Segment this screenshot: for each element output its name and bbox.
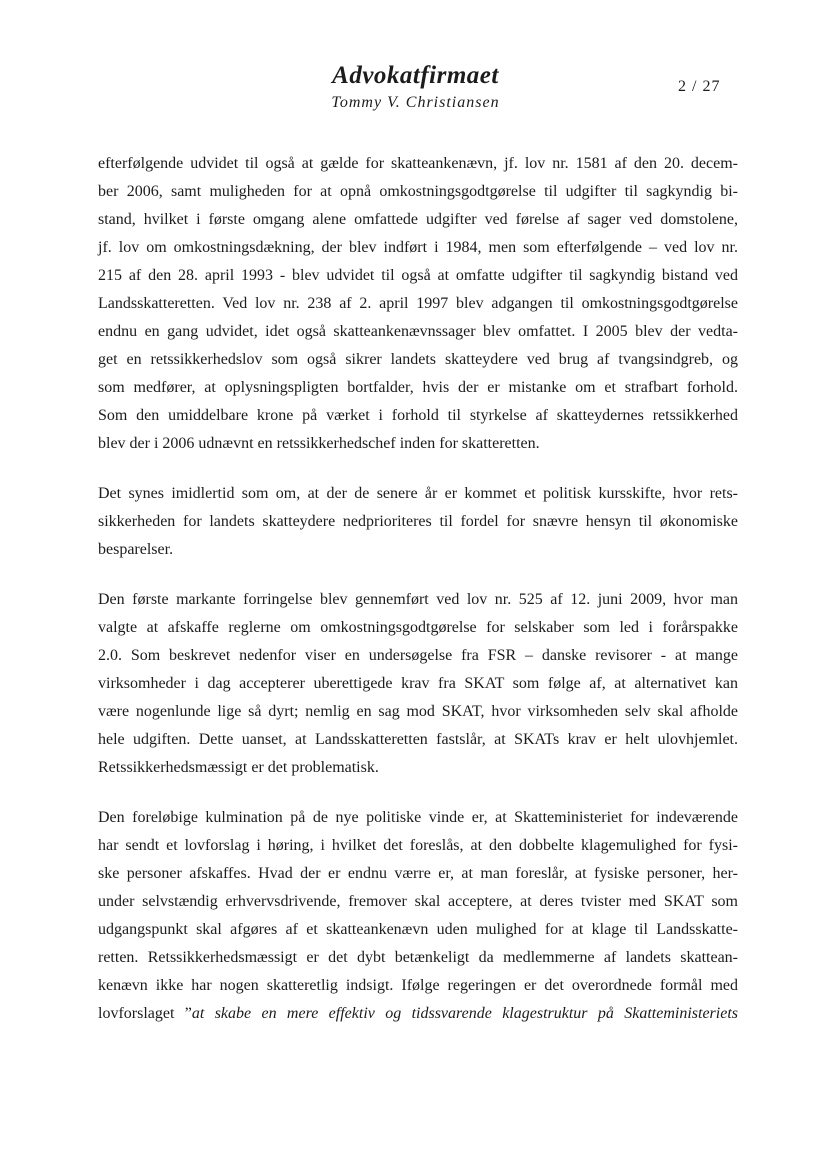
text-line (98, 1000, 738, 1028)
lawyer-name: Tommy V. Christiansen (331, 94, 500, 111)
text-line: 2.0. Som beskrevet nedenfor viser en undersøgelse fra FSR – danske revisorer - at mange (98, 647, 738, 664)
text-line: blev der i 2006 udnævnt en retssikkerhedschef inden for skatteretten. (98, 435, 540, 452)
text-line: Landsskatteretten. Ved lov nr. 238 af 2. april 1997 blev adgangen til omkostningsgodtgørelse (98, 295, 738, 312)
text-line: være nogenlunde lige så dyrt; nemlig en sag mod SKAT, hvor virksomheden selv skal afholde (98, 703, 738, 720)
text-line: Retssikkerhedsmæssigt er det problematisk. (98, 759, 379, 776)
text-line: Det synes imidlertid som om, at der de senere år er kommet et politisk kursskifte, hvor rets- (98, 485, 738, 502)
text-line: ske personer afskaffes. Hvad der er endnu værre er, at man foreslår, at fysiske personer, her- (98, 865, 738, 882)
text-line: 215 af den 28. april 1993 - blev udvidet til også at omfatte udgifter til sagkyndig bistand ved (98, 267, 738, 284)
text-fragment: lovforslaget ” (98, 1005, 192, 1022)
text-line: kenævn ikke har nogen skatteretlig indsigt. Ifølge regeringen er det overordnede formål med (98, 977, 738, 994)
text-line: get en retssikkerhedslov som også sikrer landets skatteydere ved brug af tvangsindgreb, og (98, 351, 738, 368)
text-line: valgte at afskaffe reglerne om omkostningsgodtgørelse for selskaber som led i forårspakke (98, 619, 738, 636)
text-line: Den foreløbige kulmination på de nye politiske vinde er, at Skatteministeriet for indeværende (98, 809, 738, 826)
text-line: jf. lov om omkostningsdækning, der blev indført i 1984, men som efterfølgende – ved lov nr. (98, 239, 738, 256)
text-line: Den første markante forringelse blev gennemført ved lov nr. 525 af 12. juni 2009, hvor man (98, 591, 738, 608)
text-line: stand, hvilket i første omgang alene omfattede udgifter ved førelse af sager ved domstolene, (98, 211, 738, 228)
text-line: efterfølgende udvidet til også at gælde for skatteankenævn, jf. lov nr. 1581 af den 20. decem- (98, 155, 738, 172)
quoted-italic-text: at skabe en mere effektiv og tidssvarende klagestruktur på Skatteministeriets (191, 1005, 738, 1022)
paragraph-1 (98, 150, 738, 458)
text-line: hele udgiften. Dette uanset, at Landsskatteretten fastslår, at SKATs krav er helt ulovhjemlet. (98, 731, 738, 748)
paragraph-2 (98, 480, 738, 564)
text-line: har sendt et lovforslag i høring, i hvilket det foreslås, at den dobbelte klagemulighed for fysi- (98, 837, 738, 854)
page-number: 2 / 27 (678, 78, 721, 95)
text-line: sikkerheden for landets skatteydere nedprioriteres til fordel for snævre hensyn til økonomiske (98, 513, 738, 530)
letter-body (98, 150, 738, 1028)
text-line: som medfører, at oplysningspligten bortfalder, hvis der er mistanke om et strafbart forhold. (98, 379, 738, 396)
text-line: endnu en gang udvidet, idet også skatteankenævnssager blev omfattet. I 2005 blev der vedta- (98, 323, 738, 340)
text-line: under selvstændig erhvervsdrivende, fremover skal acceptere, at deres tvister med SKAT som (98, 893, 738, 910)
text-line: besparelser. (98, 541, 174, 558)
text-line: udgangspunkt skal afgøres af et skatteankenævn uden mulighed for at klage til Landsskatte- (98, 921, 738, 938)
text-line: virksomheder i dag accepterer uberettigede krav fra SKAT som følge af, at alternativet kan (98, 675, 738, 692)
paragraph-4 (98, 804, 738, 1028)
text-line: retten. Retssikkerhedsmæssigt er det dybt betænkeligt da medlemmerne af landets skattean- (98, 949, 738, 966)
firm-name: Advokatfirmaet (332, 62, 499, 89)
text-line: ber 2006, samt muligheden for at opnå omkostningsgodtgørelse til udgifter til sagkyndig bi- (98, 183, 738, 200)
text-line: Som den umiddelbare krone på værket i forhold til styrkelse af skatteydernes retssikkerhed (98, 407, 738, 424)
paragraph-3 (98, 586, 738, 782)
